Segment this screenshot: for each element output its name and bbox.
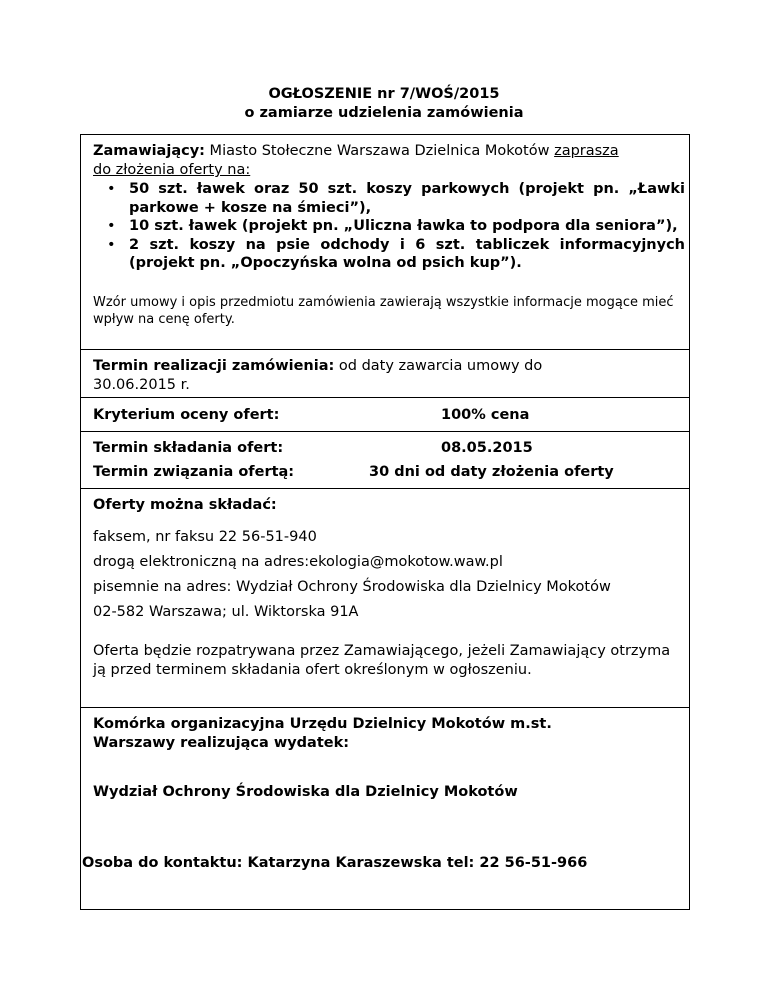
offer-email: drogą elektroniczną na adres:ekologia@mokotow.waw.pl <box>93 554 503 570</box>
binding-label: Termin związania ofertą: <box>93 464 295 480</box>
list-item: • 50 szt. ławek oraz 50 szt. koszy parkowych (projekt pn. „Ławki parkowe + kosze na śmieci”), <box>93 180 685 217</box>
offer-address: 02-582 Warszawa; ul. Wiktorska 91A <box>93 604 359 620</box>
realization-term-value: od daty zawarcia umowy do 30.06.2015 r. <box>93 358 543 393</box>
criteria-label: Kryterium oceny ofert: <box>93 407 280 423</box>
announcement-subtitle: o zamiarze udzielenia zamówienia <box>244 105 524 121</box>
criteria-value: 100% cena <box>441 407 530 423</box>
ordering-party-name: Miasto Stołeczne Warszawa Dzielnica Mokotów <box>204 143 555 159</box>
list-item: • 10 szt. ławek (projekt pn. „Uliczna ławka to podpora dla seniora”), <box>93 217 685 236</box>
announcement-number: OGŁOSZENIE nr 7/WOŚ/2015 <box>268 86 500 102</box>
contact-person: Osoba do kontaktu: Katarzyna Karaszewska tel: 22 56-51-966 <box>82 855 588 871</box>
offer-fax: faksem, nr faksu 22 56-51-940 <box>93 529 317 545</box>
offers-heading: Oferty można składać: <box>93 497 277 513</box>
unit-name: Wydział Ochrony Środowiska dla Dzielnicy Mokotów <box>93 784 518 800</box>
deadline-value: 08.05.2015 <box>441 440 533 456</box>
invite-text-2: do złożenia oferty na: <box>93 162 251 178</box>
ordering-party-label: Zamawiający: <box>93 143 205 159</box>
binding-value: 30 dni od daty złożenia oferty <box>369 464 614 480</box>
table-divider <box>80 488 690 489</box>
contract-note: Wzór umowy i opis przedmiotu zamówienia zawierają wszystkie informacje mogące mieć wpływ na cenę oferty. <box>93 295 674 327</box>
table-divider <box>80 349 690 350</box>
table-divider <box>80 707 690 708</box>
invite-text: zaprasza <box>554 143 619 159</box>
document-title <box>0 85 768 123</box>
unit-heading: Komórka organizacyjna Urzędu Dzielnicy Mokotów m.st. Warszawy realizująca wydatek: <box>93 716 552 751</box>
realization-term <box>93 357 613 395</box>
table-divider <box>80 431 690 432</box>
intro-paragraph <box>93 142 683 180</box>
order-items-list <box>93 180 685 273</box>
list-item: • 2 szt. koszy na psie odchody i 6 szt. tabliczek informacyjnych (projekt pn. „Opoczyńska wolna od psich kup”). <box>93 236 685 273</box>
deadline-label: Termin składania ofert: <box>93 440 284 456</box>
realization-term-label: Termin realizacji zamówienia: <box>93 358 335 374</box>
offer-notice: Oferta będzie rozpatrywana przez Zamawiającego, jeżeli Zamawiający otrzyma ją przed terminem składania ofert określonym w ogłoszeniu. <box>93 643 671 678</box>
offer-post: pisemnie na adres: Wydział Ochrony Środowiska dla Dzielnicy Mokotów <box>93 579 611 595</box>
table-divider <box>80 397 690 398</box>
